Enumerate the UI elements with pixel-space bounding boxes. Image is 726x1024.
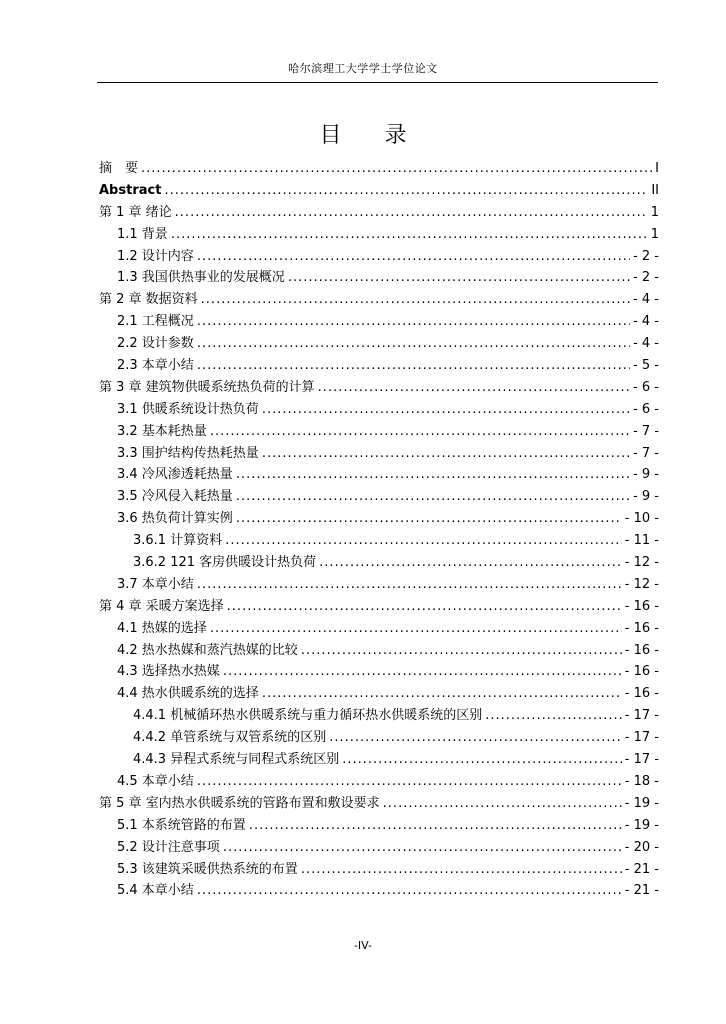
toc-entry-page: - 16 - [624,686,659,702]
toc-entry[interactable] [99,289,659,311]
toc-leader-dots [383,793,622,815]
toc-entry-page: - 19 - [624,795,659,811]
toc-entry-label: 5.1 本系统管路的布置 [117,817,246,833]
toc-leader-dots [171,224,648,246]
toc-entry[interactable] [99,574,659,596]
toc-entry[interactable] [99,311,659,333]
toc-entry-label: 第 4 章 采暖方案选择 [99,598,224,614]
toc-entry-label: 3.3 围护结构传热耗热量 [117,445,259,461]
toc-entry[interactable] [99,880,659,902]
toc-entry-page: - 7 - [633,423,659,439]
toc-entry[interactable] [99,683,659,705]
toc-entry[interactable] [99,596,659,618]
toc-entry-label: 4.4.2 单管系统与双管系统的区别 [133,730,327,746]
toc-entry-page: - 4 - [633,314,659,330]
toc-entry[interactable] [99,202,659,224]
toc-entry-label: 2.3 本章小结 [117,358,194,374]
toc-entry-page: - 17 - [624,708,659,724]
toc-entry-label: 3.6 热负荷计算实例 [117,511,233,527]
toc-leader-dots [329,727,622,749]
toc-entry-page: - 16 - [624,598,659,614]
toc-entry-label: 5.4 本章小结 [117,883,194,899]
toc-entry-page: - 16 - [624,642,659,658]
toc-entry[interactable] [99,705,659,727]
toc-entry-label: 4.4.3 异程式系统与同程式系统区别 [133,752,340,768]
toc-entry[interactable] [99,399,659,421]
toc-entry-label: 摘 要 [99,161,139,176]
header-rule [97,82,658,83]
toc-entry-page: - 10 - [624,511,659,527]
toc-entry-label: 2.1 工程概况 [117,314,194,330]
toc-entry[interactable] [99,618,659,640]
toc-entry-page: - 6 - [633,379,659,395]
toc-entry-label: 第 3 章 建筑物供暖系统热负荷的计算 [99,379,315,395]
toc-entry-page: 1 [650,204,659,220]
toc-entry-page: - 9 - [633,489,659,505]
toc-leader-dots [262,683,622,705]
toc-leader-dots [319,552,622,574]
toc-leader-dots [210,618,622,640]
toc-entry[interactable] [99,464,659,486]
toc-leader-dots [197,574,622,596]
toc-entry[interactable] [99,377,659,399]
toc-leader-dots [197,333,630,355]
table-of-contents [99,158,659,902]
toc-entry-label: 3.1 供暖系统设计热负荷 [117,401,259,417]
toc-entry[interactable] [99,727,659,749]
toc-leader-dots [301,640,622,662]
toc-entry-page: - 4 - [633,292,659,308]
toc-entry-page: I [655,161,659,176]
toc-entry-page: - 16 - [624,664,659,680]
toc-entry-page: - 19 - [624,817,659,833]
toc-entry[interactable] [99,749,659,771]
toc-entry[interactable] [99,355,659,377]
toc-leader-dots [227,596,622,618]
toc-entry[interactable] [99,421,659,443]
toc-entry[interactable] [99,552,659,574]
toc-entry[interactable] [99,486,659,508]
toc-leader-dots [201,289,630,311]
toc-entry[interactable] [99,661,659,683]
toc-entry-page: - 6 - [633,401,659,417]
toc-entry[interactable] [99,267,659,289]
toc-leader-dots [223,837,622,859]
toc-entry-page: - 11 - [624,533,659,549]
toc-leader-dots [197,880,622,902]
toc-entry-label: 3.7 本章小结 [117,576,194,592]
page-number: -IV- [353,939,373,952]
toc-entry[interactable] [99,815,659,837]
toc-entry-label: 4.5 本章小结 [117,773,194,789]
toc-entry[interactable] [99,333,659,355]
toc-leader-dots [318,377,630,399]
toc-entry-page: - 20 - [624,839,659,855]
toc-entry-label: 4.3 选择热水热媒 [117,664,220,680]
toc-entry-page: 1 [650,226,659,242]
toc-entry[interactable] [99,859,659,881]
toc-title: 目 录 [319,123,425,148]
toc-leader-dots [164,180,648,202]
toc-entry[interactable] [99,508,659,530]
toc-entry-label: Abstract [99,182,162,198]
toc-entry-label: 第 5 章 室内热水供暖系统的管路布置和敷设要求 [99,795,380,811]
toc-entry-label: 5.2 设计注意事项 [117,839,220,855]
toc-entry-page: - 2 - [633,248,659,264]
toc-entry-label: 3.6.1 计算资料 [133,533,223,549]
toc-entry-label: 4.4 热水供暖系统的选择 [117,686,259,702]
toc-entry-page: - 5 - [633,358,659,374]
toc-entry[interactable] [99,771,659,793]
toc-entry-label: 2.2 设计参数 [117,336,194,352]
toc-entry-page: - 2 - [633,270,659,286]
toc-leader-dots [236,464,630,486]
toc-entry-page: - 12 - [624,576,659,592]
toc-entry-label: 3.6.2 121 客房供暖设计热负荷 [133,555,317,571]
toc-entry[interactable] [99,158,659,180]
toc-leader-dots [485,705,622,727]
toc-entry[interactable] [99,837,659,859]
toc-leader-dots [197,246,630,268]
toc-leader-dots [262,443,630,465]
toc-entry-label: 1.3 我国供热事业的发展概况 [117,270,285,286]
toc-leader-dots [197,771,622,793]
toc-entry-page: - 17 - [624,730,659,746]
toc-leader-dots [225,530,622,552]
toc-entry-label: 3.4 冷风渗透耗热量 [117,467,233,483]
toc-entry-label: 5.3 该建筑采暖供热系统的布置 [117,861,298,877]
toc-entry-label: 1.2 设计内容 [117,248,194,264]
toc-leader-dots [236,486,630,508]
toc-leader-dots [175,202,648,224]
toc-entry-label: 4.4.1 机械循环热水供暖系统与重力循环热水供暖系统的区别 [133,708,483,724]
toc-entry-label: 4.1 热媒的选择 [117,620,207,636]
toc-entry-label: 3.5 冷风侵入耗热量 [117,489,233,505]
toc-entry-page: - 16 - [624,620,659,636]
toc-leader-dots [197,311,630,333]
toc-entry-page: II [651,182,659,198]
toc-leader-dots [210,421,630,443]
toc-entry-label: 3.2 基本耗热量 [117,423,207,439]
toc-entry-page: - 4 - [633,336,659,352]
toc-entry[interactable] [99,443,659,465]
toc-leader-dots [197,355,630,377]
toc-entry-page: - 21 - [624,883,659,899]
toc-entry-label: 第 2 章 数据资料 [99,292,198,308]
toc-entry[interactable] [99,640,659,662]
toc-entry-page: - 9 - [633,467,659,483]
toc-leader-dots [262,399,630,421]
toc-entry-label: 第 1 章 绪论 [99,204,172,220]
toc-entry[interactable] [99,180,659,202]
toc-leader-dots [288,267,630,289]
toc-leader-dots [236,508,622,530]
toc-entry-page: - 7 - [633,445,659,461]
toc-leader-dots [249,815,622,837]
toc-entry-page: - 18 - [624,773,659,789]
toc-entry-label: 1.1 背景 [117,226,168,242]
toc-entry[interactable] [99,246,659,268]
toc-entry[interactable] [99,224,659,246]
toc-entry[interactable] [99,530,659,552]
toc-entry-label: 4.2 热水热媒和蒸汽热媒的比较 [117,642,298,658]
toc-leader-dots [141,158,652,180]
toc-leader-dots [342,749,622,771]
toc-leader-dots [223,661,622,683]
toc-entry[interactable] [99,793,659,815]
toc-entry-page: - 17 - [624,752,659,768]
toc-leader-dots [301,859,622,881]
toc-entry-page: - 12 - [624,555,659,571]
running-header: 哈尔滨理工大学学士学位论文 [288,62,438,75]
toc-entry-page: - 21 - [624,861,659,877]
